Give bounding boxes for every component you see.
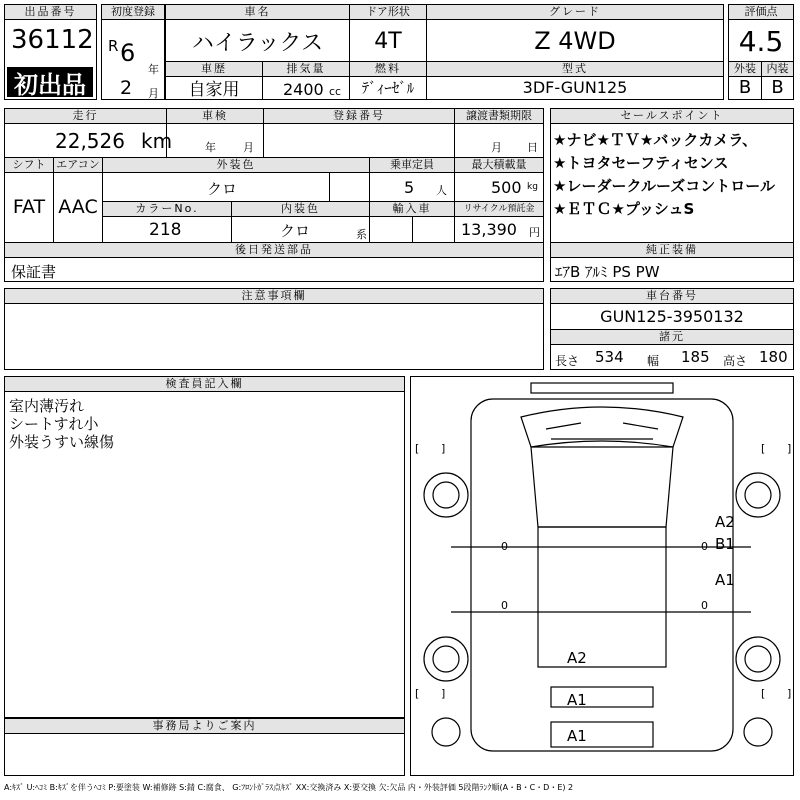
sales-points-cell	[550, 108, 794, 243]
chassis-number: GUN125-3950132	[600, 306, 744, 326]
import-divider	[412, 216, 413, 242]
ext-grade-cell	[728, 61, 762, 100]
seats: 5	[404, 178, 415, 197]
reg-year: 6	[120, 39, 136, 67]
inspection-cell	[166, 108, 264, 158]
car-name-cell	[165, 4, 350, 62]
score: 4.5	[738, 24, 784, 58]
dims-cell	[550, 329, 794, 370]
model-label: 型式	[427, 62, 723, 77]
height: 180	[759, 348, 788, 366]
length: 534	[595, 348, 624, 366]
color-divider	[329, 172, 330, 201]
svg-text:[: [	[415, 687, 420, 700]
recycle-cell	[454, 201, 544, 243]
door-label: ドア形状	[350, 5, 426, 20]
svg-text:0: 0	[501, 540, 508, 553]
shift: FAT	[12, 196, 46, 218]
first-reg-label: 初度登録	[102, 5, 164, 20]
fuel: ﾃﾞｨｰｾﾞﾙ	[361, 79, 415, 97]
svg-text:[: [	[415, 442, 420, 455]
transfer-cell	[454, 108, 544, 158]
int-color-unit: 系	[356, 228, 367, 241]
notes-label: 注意事項欄	[5, 289, 543, 304]
int-grade-cell	[761, 61, 794, 100]
inspector-line: 室内薄汚れ	[9, 397, 85, 415]
ac-cell	[53, 157, 103, 243]
legend: A:ｷｽﾞ U:ﾍｺﾐ B:ｷｽﾞを伴うﾍｺﾐ P:要塗装 W:補修跡 S:錆 C:腐食、 G:ﾌﾛﾝﾄｶﾞﾗｽ点ｷｽﾞ XX:交換済み X:要交換 欠:欠品 内・外装評価 5段階ﾗﾝｸ順(A・B・C・D・E) 2	[4, 783, 574, 792]
grade-cell	[426, 4, 724, 62]
model-cell	[426, 61, 724, 100]
reg-number-cell	[263, 108, 455, 158]
equipment-cell	[550, 242, 794, 282]
load: 500	[491, 178, 522, 197]
equipment: ｴｱB ｱﾙﾐ PS PW	[555, 263, 660, 281]
chassis-label: 車台番号	[551, 289, 793, 304]
inspection-label: 車検	[167, 109, 263, 124]
recycle-label: リサイクル預託金	[455, 202, 543, 217]
equipment-label: 純正装備	[551, 243, 793, 258]
inspector-line: シートすれ小	[9, 415, 99, 433]
import-cell	[369, 201, 455, 243]
transfer-month-unit: 月	[491, 141, 502, 154]
displacement: 2400	[283, 80, 324, 99]
sales-points-label: セールスポイント	[551, 109, 793, 124]
car-outline	[411, 377, 793, 775]
inspector-line: 外装うすい線傷	[9, 433, 115, 451]
seats-cell	[369, 157, 455, 202]
damage-mark: A2	[567, 649, 587, 667]
color-label: 外装色	[103, 158, 369, 173]
seats-unit: 人	[436, 184, 447, 197]
svg-text:]: ]	[441, 687, 446, 700]
ext-grade: B	[738, 77, 752, 98]
shift-label: シフト	[5, 158, 53, 173]
svg-text:[: [	[761, 442, 766, 455]
inspection-month-unit: 月	[243, 141, 254, 154]
displacement-unit: cc	[329, 85, 342, 98]
car-name: ハイラックス	[191, 30, 324, 56]
grade-label: グレード	[427, 5, 723, 20]
grade: Z 4WD	[534, 27, 616, 55]
lot-number: 36112	[11, 25, 94, 55]
transfer-label: 譲渡書類期限	[455, 109, 543, 124]
color-no: 218	[149, 220, 182, 240]
sales-point-line: ★ナビ★ＴＶ★バックカメラ、	[553, 131, 758, 149]
notes-cell	[4, 288, 544, 370]
width-label: 幅	[647, 354, 660, 368]
svg-text:0: 0	[701, 599, 708, 612]
ac: AAC	[58, 196, 98, 218]
displacement-cell	[262, 61, 350, 100]
fuel-label: 燃料	[350, 62, 426, 77]
recycle-unit: 円	[529, 226, 540, 239]
model: 3DF-GUN125	[522, 78, 628, 97]
inspection-year-unit: 年	[205, 141, 216, 154]
import-label: 輸入車	[370, 202, 454, 217]
mileage-label: 走行	[5, 109, 166, 124]
load-unit: kg	[527, 182, 538, 192]
score-cell	[728, 4, 794, 62]
ext-grade-label: 外装	[729, 62, 761, 77]
transfer-day-unit: 日	[527, 141, 538, 154]
mileage-unit: km	[141, 129, 173, 153]
car-name-label: 車名	[166, 5, 349, 20]
later-parts-label: 後日発送部品	[5, 243, 543, 258]
svg-text:]: ]	[787, 442, 792, 455]
later-parts: 保証書	[11, 263, 57, 281]
first-reg-cell	[101, 4, 165, 100]
shift-cell	[4, 157, 54, 243]
damage-mark: A1	[567, 727, 587, 745]
later-parts-cell	[4, 242, 544, 282]
damage-mark: B1	[715, 535, 735, 553]
first-listing-badge: 初出品	[7, 67, 93, 97]
svg-text:0: 0	[501, 599, 508, 612]
lot-label: 出品番号	[5, 5, 96, 20]
era: R	[108, 37, 119, 55]
inspector-cell	[4, 376, 405, 718]
color-cell	[102, 157, 370, 202]
height-label: 高さ	[723, 354, 748, 368]
displacement-label: 排気量	[263, 62, 349, 77]
door-type: 4T	[374, 28, 402, 54]
svg-text:]: ]	[441, 442, 446, 455]
year-unit: 年	[148, 63, 159, 76]
length-label: 長さ	[555, 354, 580, 368]
lot-cell	[4, 4, 97, 100]
chassis-cell	[550, 288, 794, 330]
sales-point-line: ★トヨタセーフティセンス	[553, 154, 729, 172]
reg-number-label: 登録番号	[264, 109, 454, 124]
mileage-cell	[4, 108, 173, 158]
mileage: 22,526	[55, 129, 125, 153]
svg-text:[: [	[761, 687, 766, 700]
dims-label: 諸元	[551, 330, 793, 345]
month-unit: 月	[148, 87, 159, 100]
damage-mark: A2	[715, 513, 735, 531]
color: クロ	[207, 180, 238, 198]
history-label: 車歴	[166, 62, 262, 77]
load-cell	[454, 157, 544, 202]
load-label: 最大積載量	[455, 158, 543, 173]
history: 自家用	[188, 80, 240, 100]
color-no-label: カラーNo.	[103, 202, 231, 217]
int-color-label: 内装色	[232, 202, 369, 217]
damage-mark: A1	[715, 571, 735, 589]
inspector-label: 検査員記入欄	[5, 377, 404, 392]
sales-point-line: ★ＥＴＣ★プッシュS	[553, 200, 695, 218]
ac-label: エアコン	[54, 158, 102, 173]
svg-text:]: ]	[787, 687, 792, 700]
int-grade-label: 内装	[762, 62, 793, 77]
door-cell	[349, 4, 427, 62]
recycle: 13,390	[461, 220, 517, 239]
reg-month: 2	[120, 77, 133, 99]
sales-point-line: ★レーダークルーズコントロール	[553, 177, 775, 195]
int-color-cell	[231, 201, 370, 243]
history-cell	[165, 61, 263, 100]
color-no-cell	[102, 201, 232, 243]
width: 185	[681, 348, 710, 366]
fuel-cell	[349, 61, 427, 100]
int-color: クロ	[280, 222, 311, 240]
score-label: 評価点	[729, 5, 793, 20]
svg-text:0: 0	[701, 540, 708, 553]
int-grade: B	[771, 77, 784, 98]
office-label: 事務局よりご案内	[5, 719, 404, 734]
seats-label: 乗車定員	[370, 158, 454, 173]
damage-mark: A1	[567, 691, 587, 709]
office-cell	[4, 718, 405, 776]
damage-diagram	[410, 376, 794, 776]
